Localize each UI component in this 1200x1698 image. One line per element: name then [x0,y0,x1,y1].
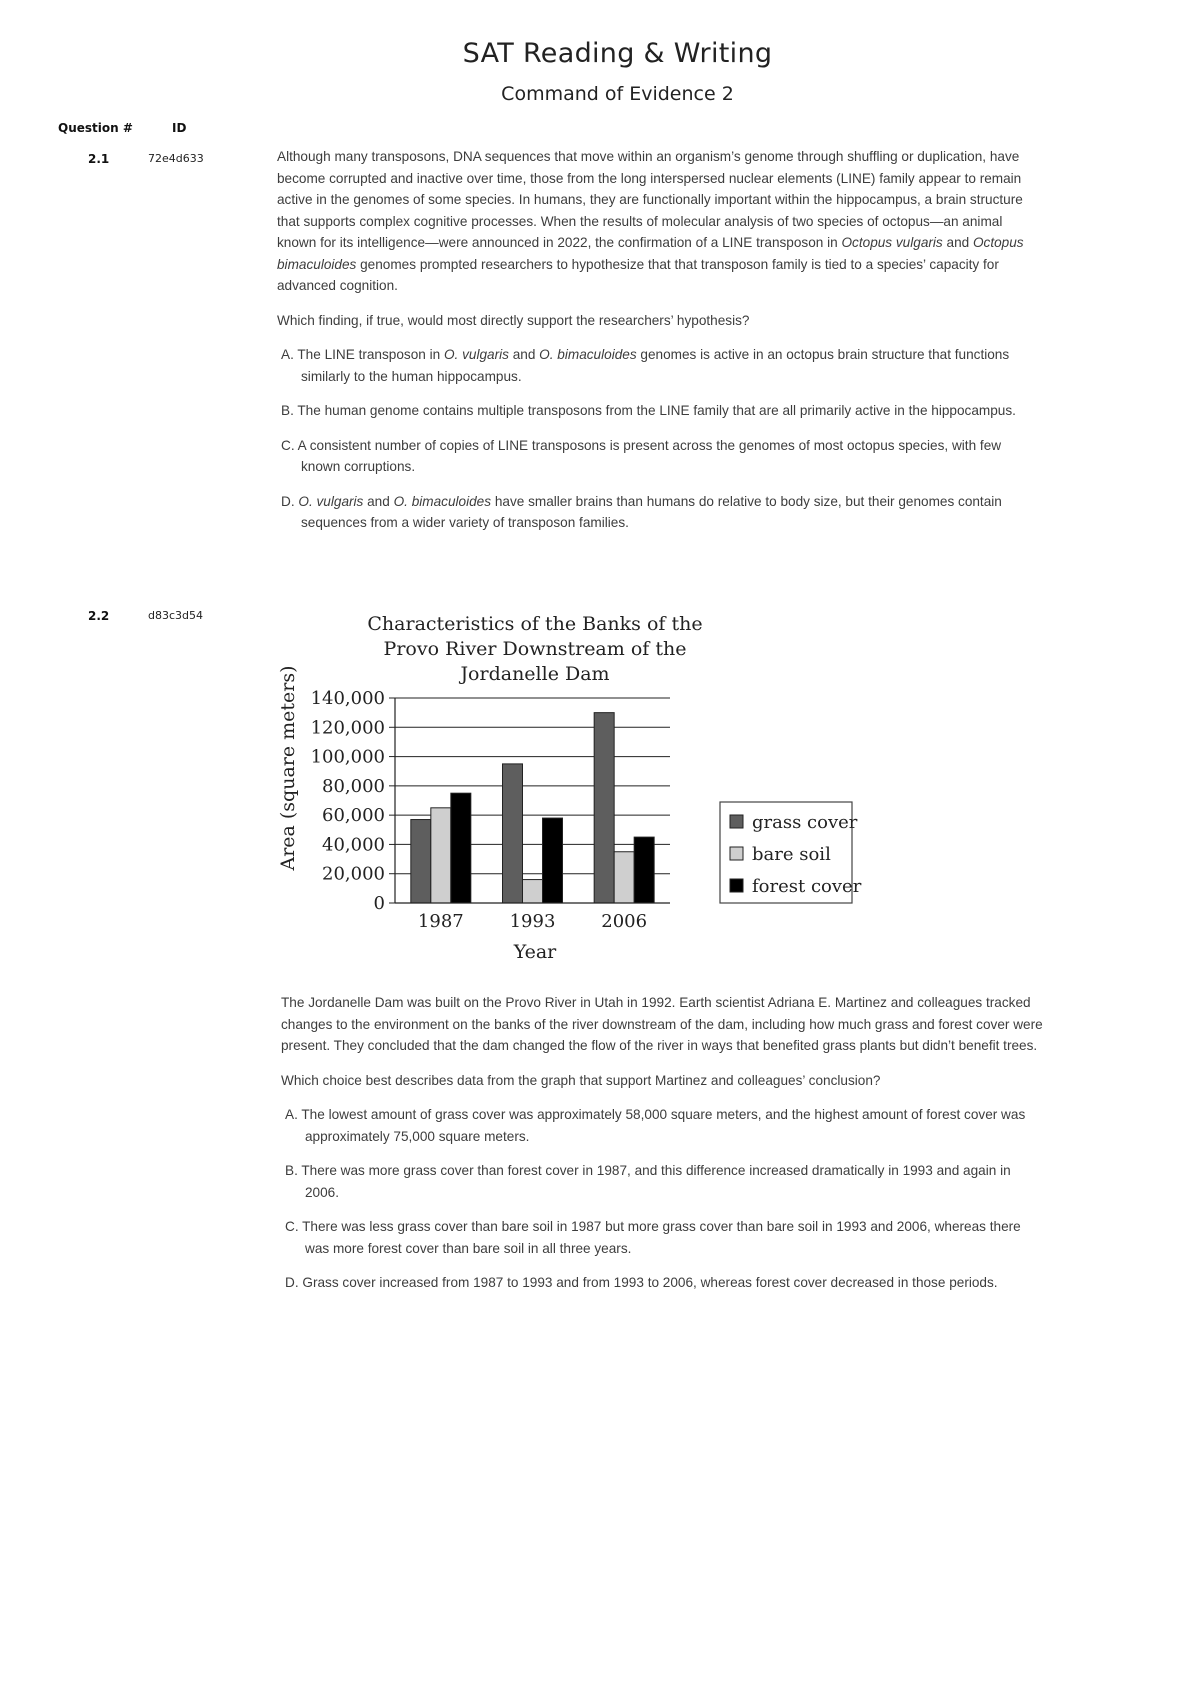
legend-label: grass cover [752,812,858,833]
page-subtitle: Command of Evidence 2 [501,83,734,105]
question-number: 2.2 [88,609,110,623]
column-header-question: Question # [58,121,133,135]
bar-bare-soil-2006 [614,852,634,903]
y-axis-label: Area (square meters) [277,665,299,871]
question-id: d83c3d54 [148,609,204,622]
question-number: 2.1 [88,152,110,166]
answer-choice-a[interactable]: A. The lowest amount of grass cover was approximately 58,000 square meters, and the highest amount of forest cover was approximately 75,000 square meters. [285,1107,1026,1144]
bar-forest-cover-1987 [451,793,471,903]
y-tick-label: 0 [373,893,385,914]
question-prompt: Which choice best describes data from the graph that support Martinez and colleagues’ conclusion? [281,1072,881,1088]
answer-choice-d[interactable]: D. O. vulgaris and O. bimaculoides have smaller brains than humans do relative to body size, but their genomes contain sequences from a wider variety of transposon families. [281,493,1002,530]
bar-grass-cover-1987 [411,820,431,903]
y-tick-label: 20,000 [322,863,385,885]
y-tick-label: 40,000 [322,834,385,856]
answer-choices [281,1104,1045,1294]
column-header-id: ID [172,121,187,135]
bar-grass-cover-2006 [594,713,614,903]
chart-title [367,613,702,685]
x-tick-label: 1987 [417,911,464,932]
answer-choice-d[interactable]: D. Grass cover increased from 1987 to 1993 and from 1993 to 2006, whereas forest cover decreased in those periods. [285,1275,998,1290]
y-tick-label: 80,000 [322,775,385,797]
answer-choice-c[interactable]: C. A consistent number of copies of LINE transposons is present across the genomes of most octopus species, with few known corruptions. [281,437,1002,474]
chart-legend [720,802,862,903]
legend-swatch [730,815,743,828]
bar-grass-cover-1993 [503,764,523,903]
chart-title-line: Provo River Downstream of the [383,638,687,660]
legend-label: forest cover [752,876,862,897]
passage: The Jordanelle Dam was built on the Provo River in Utah in 1992. Earth scientist Adriana E. Martinez and colleagues tracked changes to the environment on the banks of the river downstream of the dam, including how much grass and forest cover were present. They concluded that the dam changed the flow of the river in ways that benefited grass plants but didn’t benefit trees. [281,995,1043,1053]
x-axis-label: Year [513,941,557,963]
answer-choices [277,344,1037,534]
chart-title-line: Characteristics of the Banks of the [367,613,703,635]
y-tick-label: 100,000 [310,746,385,768]
bar-forest-cover-2006 [634,837,654,903]
chart-bars [411,713,654,903]
page-title: SAT Reading & Writing [462,38,773,69]
y-tick-label: 140,000 [310,688,385,709]
bar-bare-soil-1987 [431,808,451,903]
chart-title-line: Jordanelle Dam [460,663,610,685]
y-tick-labels [311,688,385,914]
y-tick-label: 60,000 [322,805,385,827]
question-block-2 [281,992,1045,1307]
bar-forest-cover-1993 [543,818,563,903]
x-tick-label: 1993 [509,911,556,932]
bar-bare-soil-1993 [523,880,543,903]
legend-swatch [730,847,743,860]
answer-choice-b[interactable]: B. There was more grass cover than forest cover in 1987, and this difference increased dramatically in 1993 and again in 2006. [285,1163,1011,1200]
passage: Although many transposons, DNA sequences that move within an organism’s genome through shuffling or duplication, have become corrupted and inactive over time, those from the long interspersed nuclear elements (LINE) family appear to remain active in the genomes of some species. In humans, they are functionally important within the hippocampus, a brain structure that supports complex cognitive processes. When the results of molecular analysis of two species of octopus—an animal known for its intelligence—were announced in 2022, the confirmation of a LINE transposon in Octopus vulgaris and Octopus bimaculoides genomes prompted researchers to hypothesize that that transposon family is tied to a species’ capacity for advanced cognition. [277,149,1024,293]
answer-choice-b[interactable]: B. The human genome contains multiple transposons from the LINE family that are all primarily active in the hippocampus. [281,403,1016,418]
question-block-1 [277,146,1037,547]
y-tick-label: 120,000 [310,717,385,739]
legend-swatch [730,879,743,892]
answer-choice-a[interactable]: A. The LINE transposon in O. vulgaris and O. bimaculoides genomes is active in an octopus brain structure that functions similarly to the human hippocampus. [281,347,1010,384]
x-tick-labels [418,911,647,932]
bar-chart [270,600,870,970]
question-id: 72e4d633 [148,152,204,165]
legend-label: bare soil [752,844,831,865]
answer-choice-c[interactable]: C. There was less grass cover than bare soil in 1987 but more grass cover than bare soil in 1993 and 2006, whereas there was more forest cover than bare soil in all three years. [285,1219,1021,1256]
x-tick-label: 2006 [601,911,648,932]
question-prompt: Which finding, if true, would most directly support the researchers’ hypothesis? [277,312,750,328]
